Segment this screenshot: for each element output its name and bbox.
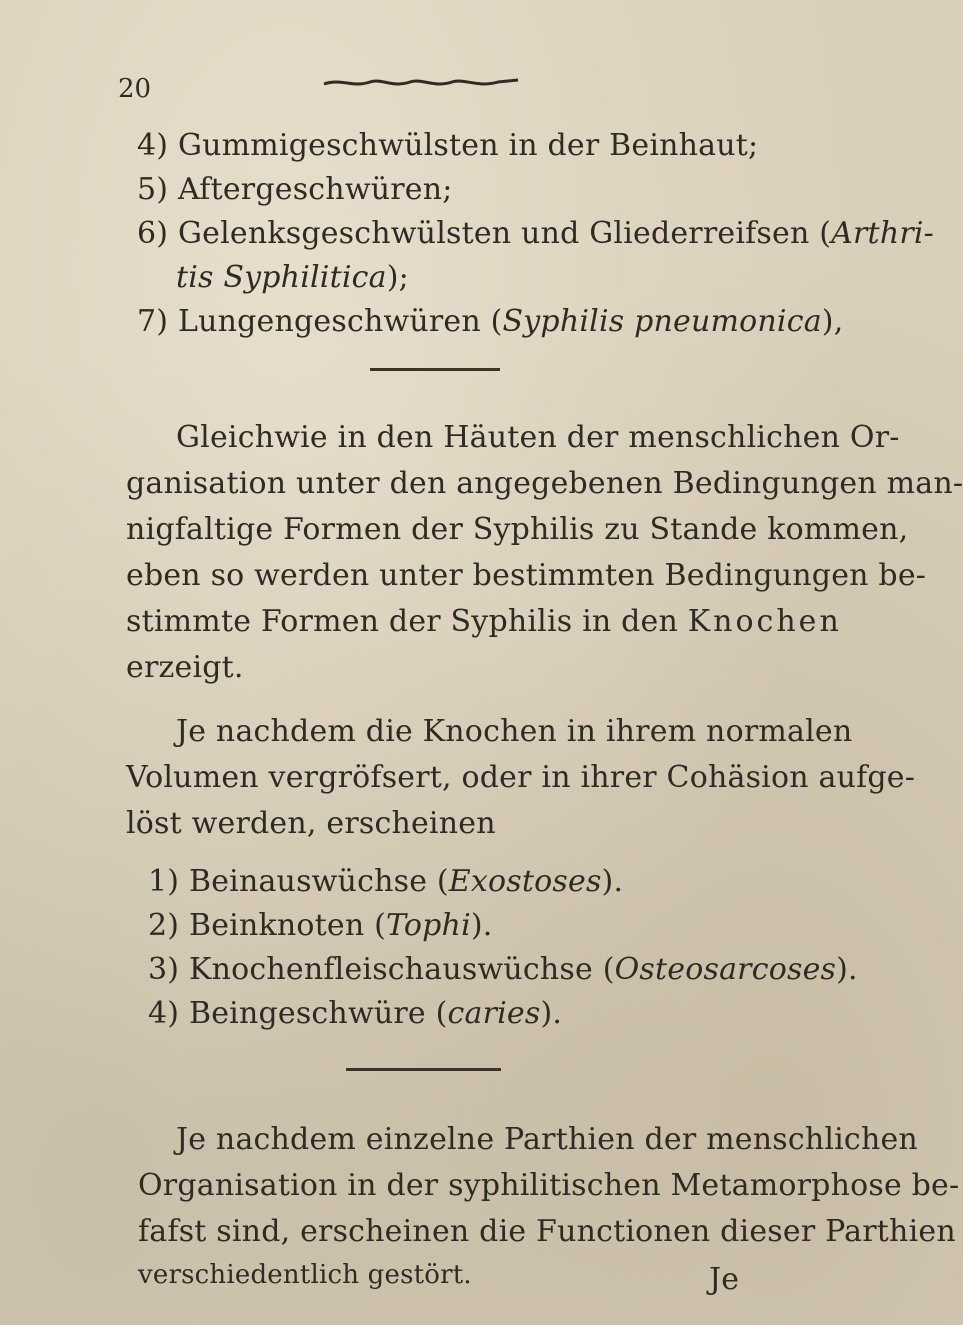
paragraph3-line: Organisation in der syphilitischen Metamorphose be-: [138, 1168, 960, 1203]
list2-item-1: 1) Beinauswüchse (Exostoses).: [148, 864, 624, 899]
list2-item-2: 2) Beinknoten (Tophi).: [148, 908, 493, 943]
list2-item-3: 3) Knochenfleischauswüchse (Osteosarcoses).: [148, 952, 858, 987]
paragraph1-line: stimmte Formen der Syphilis in den Knochen: [126, 604, 842, 639]
page-number: 20: [118, 74, 152, 104]
list2-item-4: 4) Beingeschwüre (caries).: [148, 996, 563, 1031]
paragraph3-line: verschiedentlich gestört.: [138, 1260, 472, 1290]
list1-item-7: 7) Lungengeschwüren (Syphilis pneumonica),: [137, 304, 844, 339]
list1-item-6: 6) Gelenksgeschwülsten und Gliederreifsen (Arthri-: [137, 216, 935, 251]
list1-item-6-continued: tis Syphilitica);: [176, 260, 409, 295]
paragraph1-line: erzeigt.: [126, 650, 244, 685]
header-ornament: [322, 76, 522, 90]
section-divider: [346, 1068, 501, 1071]
paragraph2-line: Volumen vergröfsert, oder in ihrer Cohäsion aufge-: [126, 760, 916, 795]
catchword: Je: [709, 1262, 740, 1297]
paragraph2-line: löst werden, erscheinen: [126, 806, 496, 841]
paragraph1-line: nigfaltige Formen der Syphilis zu Stande kommen,: [126, 512, 909, 547]
paragraph1-line: Gleichwie in den Häuten der menschlichen Or-: [176, 420, 900, 455]
paragraph3-line: Je nachdem einzelne Parthien der menschlichen: [176, 1122, 918, 1157]
paragraph1-line: ganisation unter den angegebenen Bedingungen man-: [126, 466, 963, 501]
paragraph1-line: eben so werden unter bestimmten Bedingungen be-: [126, 558, 927, 593]
list1-item-5: 5) Aftergeschwüren;: [137, 172, 453, 207]
section-divider: [370, 368, 500, 371]
list1-item-4: 4) Gummigeschwülsten in der Beinhaut;: [137, 128, 759, 163]
paragraph3-line: fafst sind, erscheinen die Functionen dieser Parthien: [138, 1214, 956, 1249]
paragraph2-line: Je nachdem die Knochen in ihrem normalen: [176, 714, 853, 749]
